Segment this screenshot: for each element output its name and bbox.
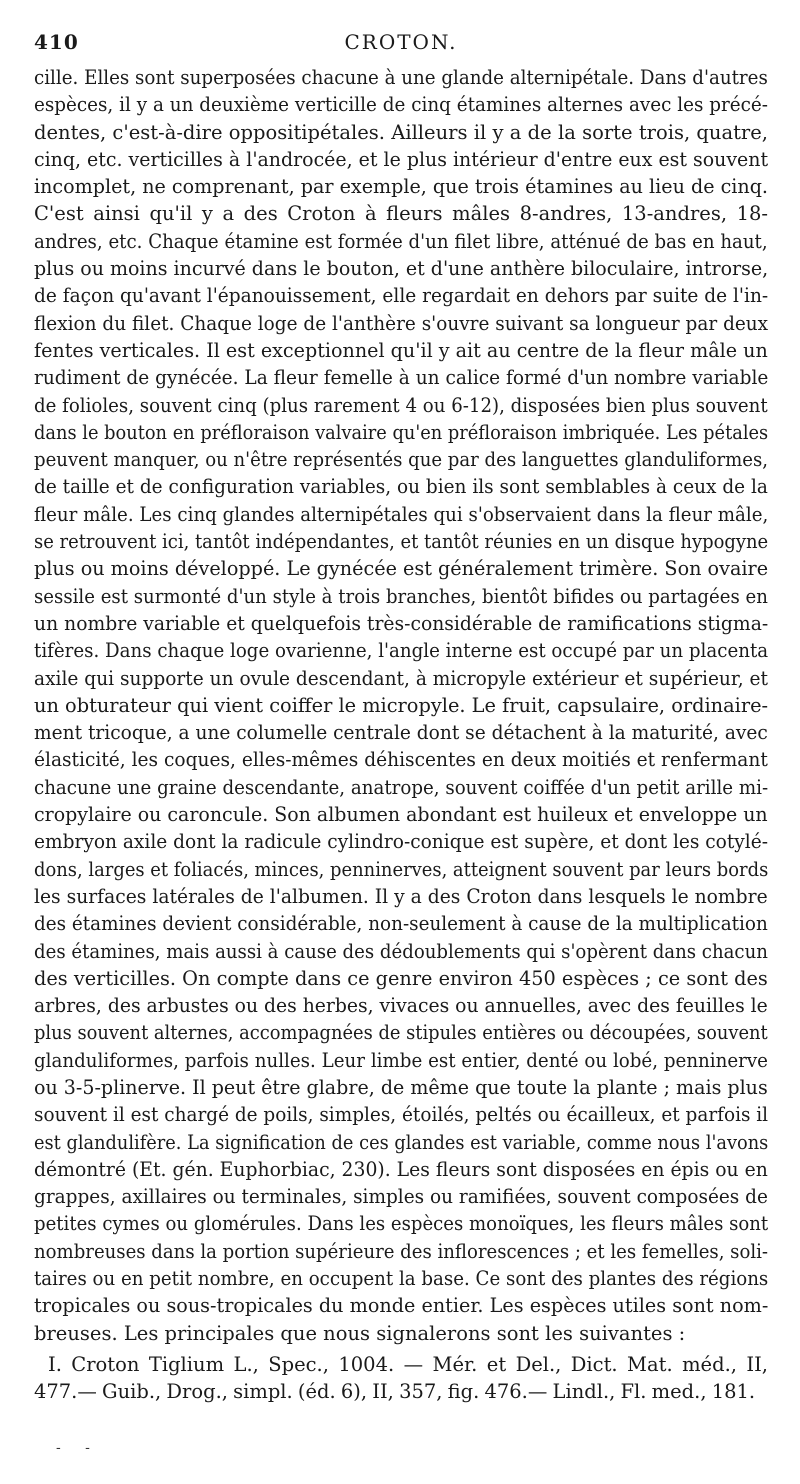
page-header [34,26,768,60]
text-line: fentes verticales. Il est exceptionnel qu'il y ait au centre de la fleur mâle un [34,338,768,362]
text-line: de folioles, souvent cinq (plus rarement 4 ou 6-12), disposées bien plus souvent [34,393,768,417]
text-line: cinq, etc. verticilles à l'androcée, et le plus intérieur d'entre eux est souvent [34,147,769,171]
reference-line: I. Croton Tiglium L., Spec., 1004. — Mér. et Del., Dict. Mat. méd., II, [48,1352,768,1376]
text-line: dans le bouton en préfloraison valvaire qu'en préfloraison imbriquée. Les pétales [34,420,769,444]
text-line: un obturateur qui vient coiffer le micropyle. Le fruit, capsulaire, ordinaire- [34,693,769,717]
text-line: nombreuses dans la portion supérieure des inflorescences ; et les femelles, soli- [34,1239,769,1263]
text-line: plus ou moins incurvé dans le bouton, et d'une anthère biloculaire, introrse, [34,257,769,281]
text-line: élasticité, les coques, elles-mêmes déhiscentes en deux moitiés et renfermant [34,748,768,772]
text-line: axile qui supporte un ovule descendant, à micropyle extérieur et supérieur, et [34,666,768,690]
text-line: plus souvent alternes, accompagnées de stipules entières ou découpées, souvent [34,1021,768,1045]
text-line: les surfaces latérales de l'albumen. Il y a des Croton dans lesquels le nombre [34,884,768,908]
page-number: 410 [34,30,79,54]
text-line: de façon qu'avant l'épanouissement, elle regardait en dehors par suite de l'in- [34,284,769,308]
page [34,26,768,1406]
text-line: plus ou moins développé. Le gynécée est généralement trimère. Son ovaire [34,557,769,581]
text-line: breuses. Les principales que nous signalerons sont les suivantes : [34,1321,686,1345]
text-line: flexion du filet. Chaque loge de l'anthère s'ouvre suivant sa longueur par deux [34,311,769,335]
text-line: cropylaire ou caroncule. Son albumen abondant est huileux et enveloppe un [34,803,768,827]
text-line: embryon axile dont la radicule cylindro-conique est supère, et dont les cotylé- [34,830,768,854]
text-line: de taille et de configuration variables, ou bien ils sont semblables à ceux de la [34,475,768,499]
text-line: grappes, axillaires ou terminales, simples ou ramifiées, souvent composées de [34,1185,768,1209]
text-line: souvent il est chargé de poils, simples, étoilés, peltés ou écailleux, et parfois il [34,1103,769,1127]
text-line: arbres, des arbustes ou des herbes, vivaces ou annuelles, avec des feuilles le [34,994,768,1018]
reference-line: 477.— Guib., Drog., simpl. (éd. 6), II, 357, fig. 476.— Lindl., Fl. med., 181. [34,1380,756,1404]
text-line: glanduliformes, parfois nulles. Leur limbe est entier, denté ou lobé, penninerve [34,1048,768,1072]
text-line: ment tricoque, a une columelle centrale dont se détachent à la maturité, avec [34,721,768,745]
text-line: des étamines, mais aussi à cause des dédoublements qui s'opèrent dans chacun [34,939,768,963]
text-line: cille. Elles sont superposées chacune à une glande alternipétale. Dans d'autres [34,66,768,89]
body-text [34,64,768,1347]
text-line: se retrouvent ici, tantôt indépendantes, et tantôt réunies en un disque hypogyne [34,530,769,554]
text-line: espèces, il y a un deuxième verticille de cinq étamines alternes avec les précé- [34,93,768,117]
reference-entry [34,1351,768,1406]
text-line: peuvent manquer, ou n'être représentés que par des languettes glanduliformes, [34,448,769,472]
text-line: tifères. Dans chaque loge ovarienne, l'angle interne est occupé par un placenta [34,639,769,663]
text-line: est glandulifère. La signification de ces glandes est variable, comme nous l'avons [34,1130,769,1154]
text-line: fleur mâle. Les cinq glandes alternipétales qui s'observaient dans la fleur mâle, [34,502,769,526]
text-line: dons, larges et foliacés, minces, penninerves, atteignent souvent par leurs bords [34,857,769,881]
text-line: petites cymes ou glomérules. Dans les espèces monoïques, les fleurs mâles sont [34,1212,769,1236]
text-line: des étamines devient considérable, non-seulement à cause de la multiplication [34,912,768,936]
text-line: un nombre variable et quelquefois très-considérable de ramifications stigma- [34,611,769,635]
text-line: des verticilles. On compte dans ce genre environ 450 espèces ; ce sont des [34,966,768,990]
running-title: CROTON. [344,30,458,54]
text-line: ou 3-5-plinerve. Il peut être glabre, de même que toute la plante ; mais plus [34,1075,768,1099]
text-line: andres, etc. Chaque étamine est formée d'un filet libre, atténué de bas en haut, [34,229,768,253]
text-line: rudiment de gynécée. La fleur femelle à un calice formé d'un nombre variable [34,366,769,390]
footer-marks: - - [56,1440,100,1456]
text-line: C'est ainsi qu'il y a des Croton à fleurs mâles 8-andres, 13-andres, 18- [34,202,768,226]
text-line: démontré (Et. gén. Euphorbiac, 230). Les fleurs sont disposées en épis ou en [34,1157,768,1181]
text-line: incomplet, ne comprenant, par exemple, que trois étamines au lieu de cinq. [34,175,769,199]
text-line: tropicales ou sous-tropicales du monde entier. Les espèces utiles sont nom- [34,1294,769,1318]
text-line: chacune une graine descendante, anatrope, souvent coiffée d'un petit arille mi- [34,775,769,799]
text-line: sessile est surmonté d'un style à trois branches, bientôt bifides ou partagées en [34,584,768,608]
text-line: dentes, c'est-à-dire oppositipétales. Ailleurs il y a de la sorte trois, quatre, [34,120,768,144]
text-line: taires ou en petit nombre, en occupent la base. Ce sont des plantes des régions [34,1267,769,1291]
